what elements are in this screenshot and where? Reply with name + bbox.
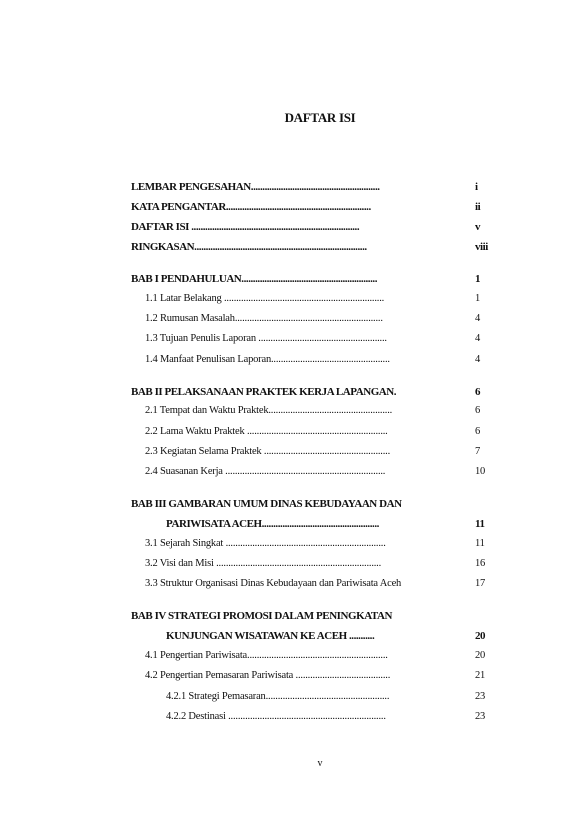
- toc-section[interactable]: [0, 403, 579, 419]
- toc-entry-page: 6: [475, 386, 481, 398]
- toc-section[interactable]: [0, 444, 579, 460]
- toc-entry-page: 11: [475, 518, 485, 530]
- toc-entry-text: LEMBAR PENGESAHAN........................................................: [131, 181, 380, 193]
- toc-entry-text: 4.2.1 Strategi Pemasaran...................................................: [166, 691, 390, 702]
- toc-entry-page: 21: [475, 670, 486, 681]
- toc-entry-text: KUNJUNGAN WISATAWAN KE ACEH ...........: [166, 630, 375, 642]
- toc-entry-page: 20: [475, 630, 486, 642]
- page-number-footer: v: [317, 758, 323, 769]
- toc-entry-page: ii: [475, 201, 481, 213]
- toc-section[interactable]: [0, 311, 579, 327]
- toc-entry-page: 23: [475, 711, 486, 722]
- toc-section[interactable]: [0, 291, 579, 307]
- toc-entry-page: 1: [475, 273, 481, 285]
- toc-entry-text: 4.2.2 Destinasi .................................................................: [166, 711, 386, 722]
- toc-entry-page: 7: [475, 446, 481, 457]
- toc-entry-text: 2.2 Lama Waktu Praktek ..........................................................: [145, 426, 388, 437]
- toc-entry-text: 2.1 Tempat dan Waktu Praktek...................................................: [145, 405, 393, 416]
- toc-entry-text: BAB II PELAKSANAAN PRAKTEK KERJA LAPANGAN.: [131, 386, 397, 398]
- toc-entry-text: 4.2 Pengertian Pemasaran Pariwisata .......................................: [145, 670, 391, 681]
- toc-entry-page: i: [475, 181, 478, 193]
- toc-entry-text: DAFTAR ISI .........................................................................: [131, 221, 360, 233]
- toc-entry-page: 16: [475, 558, 486, 569]
- toc-chapter-continued[interactable]: [0, 628, 579, 644]
- toc-entry-page: viii: [475, 241, 488, 253]
- toc-entry-text: 1.1 Latar Belakang ..................................................................: [145, 293, 385, 304]
- toc-chapter[interactable]: [0, 608, 579, 624]
- toc-entry-text: BAB IV STRATEGI PROMOSI DALAM PENINGKATAN: [131, 610, 392, 622]
- toc-subsection[interactable]: [0, 689, 579, 705]
- toc-entry-text: KATA PENGANTAR...............................................................: [131, 201, 371, 213]
- toc-entry-page: 4: [475, 354, 481, 365]
- toc-section[interactable]: [0, 556, 579, 572]
- toc-entry-text: 3.1 Sejarah Singkat ..................................................................: [145, 538, 386, 549]
- toc-entry-text: 3.2 Visi dan Misi ....................................................................: [145, 558, 382, 569]
- toc-entry-page: 4: [475, 333, 481, 344]
- toc-entry[interactable]: [0, 239, 579, 255]
- toc-entry[interactable]: [0, 199, 579, 215]
- toc-entry-text: 1.2 Rumusan Masalah.............................................................: [145, 313, 383, 324]
- toc-entry-text: PARIWISATA ACEH...................................................: [166, 518, 379, 530]
- toc-entry-page: v: [475, 221, 481, 233]
- toc-entry-text: 1.3 Tujuan Penulis Laporan .....................................................: [145, 333, 387, 344]
- toc-entry-page: 17: [475, 578, 486, 589]
- toc-chapter[interactable]: [0, 496, 579, 512]
- toc-entry-text: 4.1 Pengertian Pariwisata..........................................................: [145, 650, 388, 661]
- toc-entry-text: 3.3 Struktur Organisasi Dinas Kebudayaan dan Pariwisata Aceh: [145, 578, 402, 589]
- toc-entry-page: 23: [475, 691, 486, 702]
- toc-entry[interactable]: [0, 219, 579, 235]
- toc-section[interactable]: [0, 536, 579, 552]
- toc-section[interactable]: [0, 424, 579, 440]
- toc-chapter[interactable]: [0, 384, 579, 400]
- toc-entry-text: 1.4 Manfaat Penulisan Laporan.................................................: [145, 354, 390, 365]
- toc-entry-text: RINGKASAN...........................................................................: [131, 241, 367, 253]
- toc-entry-page: 4: [475, 313, 481, 324]
- toc-entry-page: 6: [475, 405, 481, 416]
- toc-section[interactable]: [0, 331, 579, 347]
- toc-section[interactable]: [0, 576, 579, 592]
- toc-chapter-continued[interactable]: [0, 516, 579, 532]
- toc-entry-page: 20: [475, 650, 486, 661]
- toc-entry-text: BAB I PENDAHULUAN...........................................................: [131, 273, 378, 285]
- toc-entry-page: 1: [475, 293, 481, 304]
- toc-chapter[interactable]: [0, 271, 579, 287]
- toc-entry-text: BAB III GAMBARAN UMUM DINAS KEBUDAYAAN DAN: [131, 498, 402, 510]
- toc-section[interactable]: [0, 668, 579, 684]
- toc-subsection[interactable]: [0, 709, 579, 725]
- toc-entry-text: 2.3 Kegiatan Selama Praktek ....................................................: [145, 446, 391, 457]
- toc-entry-text: 2.4 Suasanan Kerja ..................................................................: [145, 466, 386, 477]
- toc-section[interactable]: [0, 464, 579, 480]
- toc-entry[interactable]: [0, 179, 579, 195]
- toc-entry-page: 11: [475, 538, 485, 549]
- toc-section[interactable]: [0, 352, 579, 368]
- toc-entry-page: 6: [475, 426, 481, 437]
- page-title: DAFTAR ISI: [284, 110, 356, 125]
- toc-entry-page: 10: [475, 466, 486, 477]
- toc-section[interactable]: [0, 648, 579, 664]
